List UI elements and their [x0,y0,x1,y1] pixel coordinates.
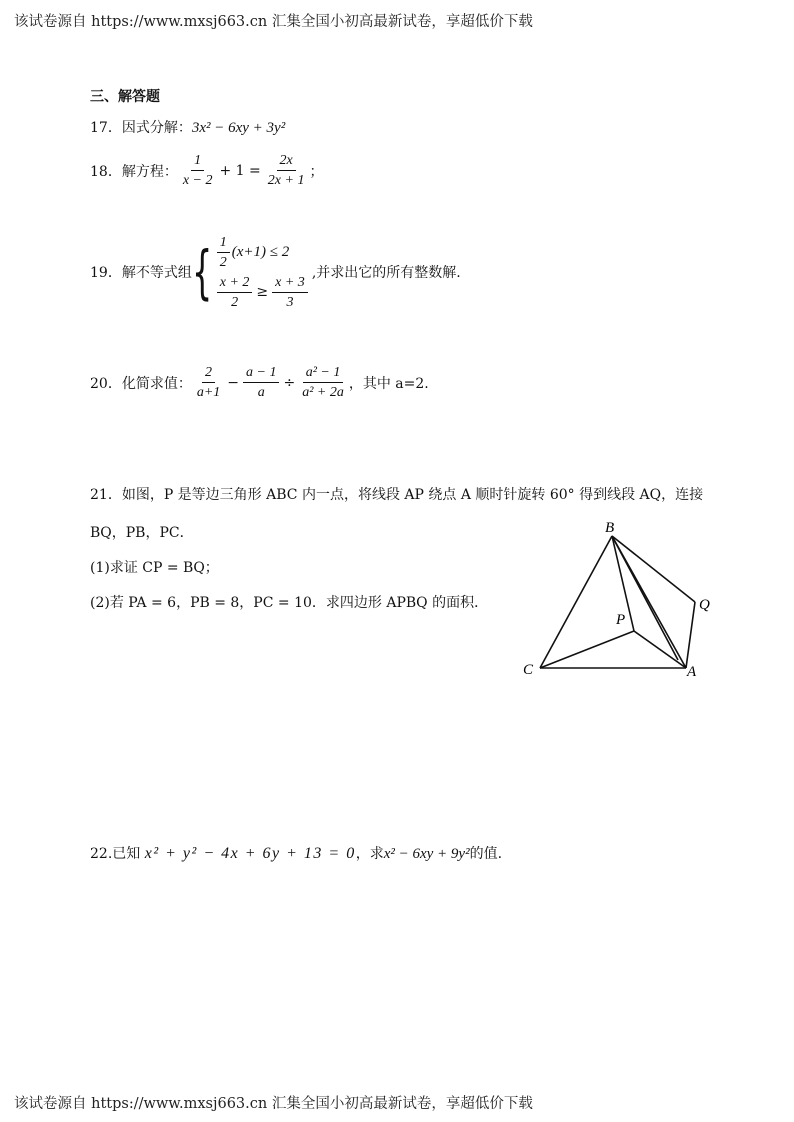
q22-tail: 的值. [469,846,503,862]
question-18 [90,152,323,189]
q18-fraction-2: $\frac{2x}{2x + 1}$ [267,153,305,188]
edge-qa [686,602,695,668]
q21-line-1: 21．如图，P 是等边三角形 ABC 内一点，将线段 AP 绕点 A 顺时针旋转 60° 得到线段 AQ，连接 [90,487,704,503]
q18-plus: + 1 = [219,162,261,179]
q19-inequality-1: $\frac{1}{2}$ (x+1) ≤ 2 [215,232,310,272]
question-22 [90,843,502,863]
section-title: 三、解答题 [90,89,160,105]
q20-label: 20．化简求值： [90,375,192,392]
q20-fraction-3: $\frac{\text{a² − 1}}{\text{a² + 2a}}$ [302,365,344,400]
question-17 [90,117,285,137]
q19-inequality-2: $\frac{x + 2}{2}$ ≥ $\frac{x + 3}{3}$ [215,272,310,312]
q20-tail: ，其中 a=2. [348,375,429,392]
question-20: 20．化简求值： $\frac{2}{a+1}$ − $\frac{a - 1}{a}$ ÷ $\frac{\text{a² − 1}}{\text{a² + 2a}}$ ，其中 a=2. [90,365,429,400]
label-q: Q [699,597,710,613]
q19-system [215,232,310,312]
q21-part-2: (2)若 PA = 6，PB = 8，PC = 10．求四边形 APBQ 的面积． [90,595,489,611]
q21-figure [510,520,730,690]
q22-target: x² − 6xy + 9y² [383,846,470,862]
edge-pa [634,631,686,668]
q19-tail: ,并求出它的所有整数解. [311,265,461,281]
page-header: 该试卷源自 https://www.mxsj663.cn 汇集全国小初高最新试卷，享超低价下载 [14,14,533,30]
q21-part-1: (1)求证 CP = BQ； [90,560,219,576]
q18-fraction-1: $\frac{1}{x - 2}$ [182,153,213,188]
q22-prefix: 22.已知 [90,846,141,862]
page-footer: 该试卷源自 https://www.mxsj663.cn 汇集全国小初高最新试卷，享超低价下载 [14,1096,533,1112]
q19-brace: { [191,238,213,306]
edge-cb [540,536,612,668]
q19-label: 19．解不等式组 [90,265,192,281]
q22-equation: x² + y² − 4x + 6y + 13 = 0 [144,845,356,862]
question-19 [90,232,461,312]
q17-expression: 3x² − 6xy + 3y² [191,120,286,136]
label-a: A [687,664,697,680]
q18-label: 18．解方程： [90,163,178,180]
q17-label: 17．因式分解： [90,120,192,136]
edge-cp [540,631,634,668]
label-p: P [616,612,626,628]
edge-inner [612,536,678,660]
label-b: B [605,520,615,536]
label-c: C [523,662,534,678]
q20-fraction-2: $\frac{a - 1}{a}$ [243,364,279,401]
q18-end: ； [309,163,324,180]
q20-fraction-1: $\frac{2}{a+1}$ [196,365,221,400]
q22-mid: ，求 [355,846,384,862]
q21-line-2: BQ，PB，PC． [90,525,194,541]
